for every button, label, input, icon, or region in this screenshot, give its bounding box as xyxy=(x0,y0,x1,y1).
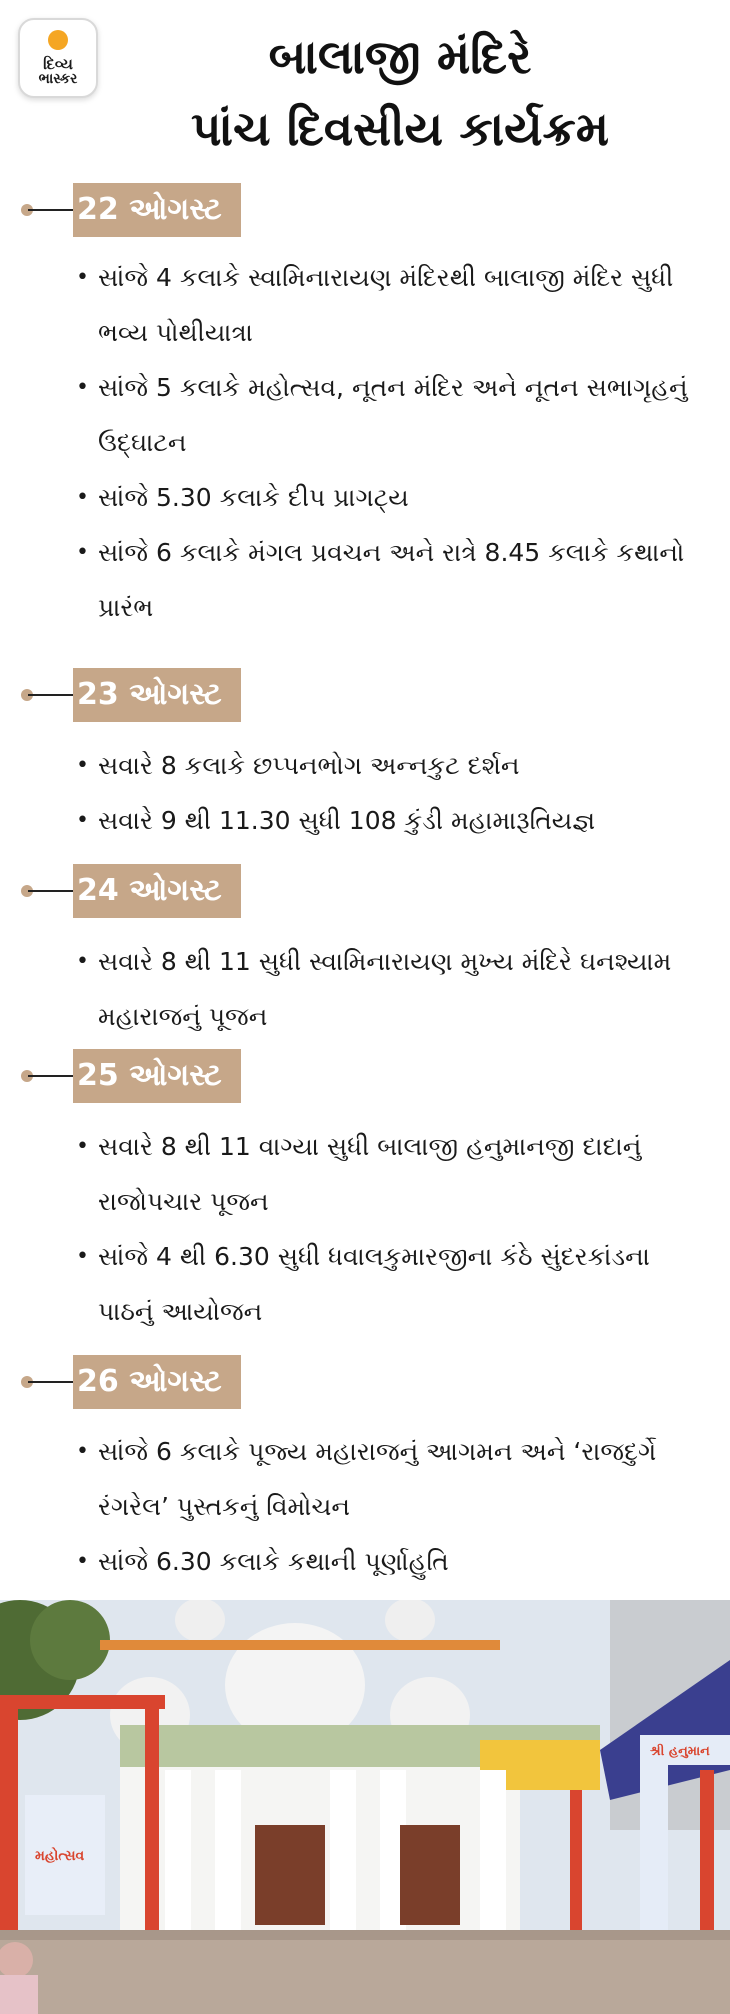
section-items-aug-24 xyxy=(0,934,730,1044)
timeline-connector xyxy=(28,890,76,892)
list-item: • સવારે 9 થી 11.30 સુધી 108 કુંડી મહામારૂતિયજ્ઞ xyxy=(0,793,730,848)
date-label: 25 ઓગસ્ટ xyxy=(73,1049,241,1103)
temple-illustration xyxy=(0,1600,730,2014)
list-item: • સવારે 8 થી 11 વાગ્યા સુધી બાલાજી હનુમાનજી દાદાનું રાજોપચાર પૂજન xyxy=(0,1119,730,1229)
list-item: • સાંજે 6 કલાકે પૂજ્ય મહારાજનું આગમન અને ‘રાજદુર્ગે રંગરેલ’ પુસ્તકનું વિમોચન xyxy=(0,1424,730,1534)
banner-right-text: શ્રી હનુમાન xyxy=(650,1744,710,1759)
temple-photo xyxy=(0,1600,730,2014)
banner-left-text: મહોત્સવ xyxy=(35,1848,85,1864)
list-item: • સવારે 8 થી 11 સુધી સ્વામિનારાયણ મુખ્ય મંદિરે ઘનશ્યામ મહારાજનું પૂજન xyxy=(0,934,730,1044)
date-label: 22 ઓગસ્ટ xyxy=(73,183,241,237)
logo-text-line2: ભાસ્કર xyxy=(38,71,78,88)
list-item: • સાંજે 5 કલાકે મહોત્સવ, નૂતન મંદિર અને નૂતન સભાગૃહનું ઉદ્ઘાટન xyxy=(0,360,730,470)
timeline-connector xyxy=(28,694,76,696)
timeline-connector xyxy=(28,1075,76,1077)
section-items-aug-23 xyxy=(0,738,730,848)
logo-text-line1: દિવ્ય xyxy=(43,54,73,73)
list-item: • સાંજે 6.30 કલાકે કથાની પૂર્ણાહુતિ xyxy=(0,1534,730,1589)
date-label: 24 ઓગસ્ટ xyxy=(73,864,241,918)
page-title xyxy=(150,22,650,166)
list-item: • સાંજે 4 કલાકે સ્વામિનારાયણ મંદિરથી બાલાજી મંદિર સુધી ભવ્ય પોથીયાત્રા xyxy=(0,250,730,360)
timeline-connector xyxy=(28,209,76,211)
title-line-2: પાંચ દિવસીય કાર્યક્રમ xyxy=(190,102,610,157)
title-line-1: બાલાજી મંદિરે xyxy=(268,30,532,85)
divya-bhaskar-logo xyxy=(18,18,98,98)
section-items-aug-25 xyxy=(0,1119,730,1339)
section-items-aug-22 xyxy=(0,250,730,635)
list-item: • સાંજે 4 થી 6.30 સુધી ધવાલકુમારજીના કંઠે સુંદરકાંડના પાઠનું આયોજન xyxy=(0,1229,730,1339)
list-item: • સાંજે 5.30 કલાકે દીપ પ્રાગટ્ય xyxy=(0,470,730,525)
date-label: 26 ઓગસ્ટ xyxy=(73,1355,241,1409)
timeline-connector xyxy=(28,1381,76,1383)
list-item: • સવારે 8 કલાકે છપ્પનભોગ અન્નકુટ દર્શન xyxy=(0,738,730,793)
sun-icon xyxy=(48,30,68,50)
list-item: • સાંજે 6 કલાકે મંગલ પ્રવચન અને રાત્રે 8.45 કલાકે કથાનો પ્રારંભ xyxy=(0,525,730,635)
date-label: 23 ઓગસ્ટ xyxy=(73,668,241,722)
section-items-aug-26 xyxy=(0,1424,730,1589)
